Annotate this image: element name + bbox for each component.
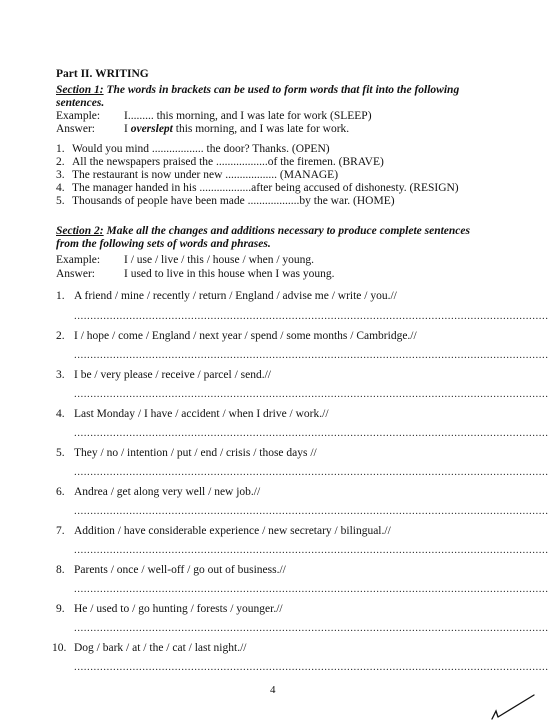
section2-example-label: Example: (56, 254, 101, 266)
page-number: 4 (270, 684, 276, 696)
section2-item (56, 330, 417, 343)
item-text: I / hope / come / England / next year / spend / some months / Cambridge.// (74, 330, 417, 342)
section2-instruction-line1: Make all the changes and additions necessary to produce complete sentences (103, 225, 470, 237)
pen-mark-icon (488, 693, 538, 721)
section2-item (56, 408, 329, 421)
answer-line[interactable]: .................................................................................................................................................. (74, 622, 549, 634)
item-text: Would you mind .................. the door? Thanks. (OPEN) (72, 143, 330, 155)
section1-answer-label: Answer: (56, 123, 95, 135)
section1-instruction (56, 84, 459, 97)
section2-answer-label: Answer: (56, 268, 95, 280)
item-text: Dog / bark / at / the / cat / last night.// (74, 642, 247, 654)
answer-line[interactable]: .................................................................................................................................................. (74, 466, 549, 478)
item-text: Addition / have considerable experience / new secretary / bilingual.// (74, 525, 391, 537)
section2-item (56, 603, 283, 616)
section1-example (56, 110, 372, 123)
item-text: All the newspapers praised the ..................of the firemen. (BRAVE) (72, 156, 384, 168)
item-text: A friend / mine / recently / return / England / advise me / write / you.// (74, 290, 397, 302)
item-text: I be / very please / receive / parcel / send.// (74, 369, 272, 381)
item-number: 10. (52, 642, 67, 654)
section1-answer (56, 123, 349, 136)
item-number: 7. (56, 525, 65, 537)
item-number: 6. (56, 486, 65, 498)
section1-instruction-line2: sentences. (56, 97, 105, 109)
item-text: They / no / intention / put / end / crisis / those days // (74, 447, 317, 459)
section1-answer-post: this morning, and I was late for work. (172, 123, 350, 135)
item-text: The manager handed in his ..................after being accused of dishonesty. (RESIGN) (72, 182, 459, 194)
section2-instruction-line2: from the following sets of words and phrases. (56, 238, 271, 250)
section2-item (56, 525, 391, 538)
item-text: Thousands of people have been made ..................by the war. (HOME) (72, 195, 395, 207)
item-number: 5. (56, 447, 65, 459)
answer-line[interactable]: .................................................................................................................................................. (74, 427, 549, 439)
answer-line[interactable]: .................................................................................................................................................. (74, 505, 549, 517)
item-number: 1. (56, 143, 65, 155)
item-number: 2. (56, 330, 65, 342)
item-number: 1. (56, 290, 65, 302)
answer-line[interactable]: .................................................................................................................................................. (74, 661, 549, 673)
answer-line[interactable]: .................................................................................................................................................. (74, 583, 549, 595)
item-text: The restaurant is now under new .................. (MANAGE) (72, 169, 339, 181)
answer-line[interactable]: .................................................................................................................................................. (74, 544, 549, 556)
section1-item (56, 182, 459, 195)
section2-item (52, 642, 246, 655)
section2-instruction (56, 225, 470, 238)
part-title: Part II. WRITING (56, 68, 149, 80)
item-number: 4. (56, 408, 65, 420)
section1-item (56, 156, 384, 169)
section2-item (56, 564, 286, 577)
item-text: Andrea / get along very well / new job.// (74, 486, 261, 498)
section2-example-text: I / use / live / this / house / when / young. (124, 254, 315, 266)
section1-label: Section 1: (56, 84, 104, 96)
item-number: 2. (56, 156, 65, 168)
section1-instruction-line1: The words in brackets can be used to form words that fit into the following (103, 84, 460, 96)
section1-item (56, 195, 395, 208)
item-number: 3. (56, 169, 65, 181)
item-text: Last Monday / I have / accident / when I drive / work.// (74, 408, 329, 420)
item-text: Parents / once / well-off / go out of business.// (74, 564, 286, 576)
item-number: 5. (56, 195, 65, 207)
item-number: 3. (56, 369, 65, 381)
section2-item (56, 290, 397, 303)
item-text: He / used to / go hunting / forests / younger.// (74, 603, 283, 615)
item-number: 8. (56, 564, 65, 576)
answer-line[interactable]: .................................................................................................................................................. (74, 388, 549, 400)
section1-example-text: I......... this morning, and I was late for work (SLEEP) (124, 110, 372, 122)
section1-answer-pre: I (124, 123, 131, 135)
answer-line[interactable]: .................................................................................................................................................. (74, 310, 549, 322)
item-number: 4. (56, 182, 65, 194)
section2-item (56, 369, 271, 382)
section2-example (56, 254, 314, 267)
item-number: 9. (56, 603, 65, 615)
section2-item (56, 447, 317, 460)
section2-answer-text: I used to live in this house when I was young. (124, 268, 335, 280)
section1-item (56, 169, 338, 182)
answer-line[interactable]: .................................................................................................................................................. (74, 349, 549, 361)
section2-label: Section 2: (56, 225, 104, 237)
section1-answer-word: overslept (130, 123, 173, 135)
section2-item (56, 486, 260, 499)
section1-item (56, 143, 330, 156)
section1-example-label: Example: (56, 110, 101, 122)
section2-answer (56, 268, 335, 281)
